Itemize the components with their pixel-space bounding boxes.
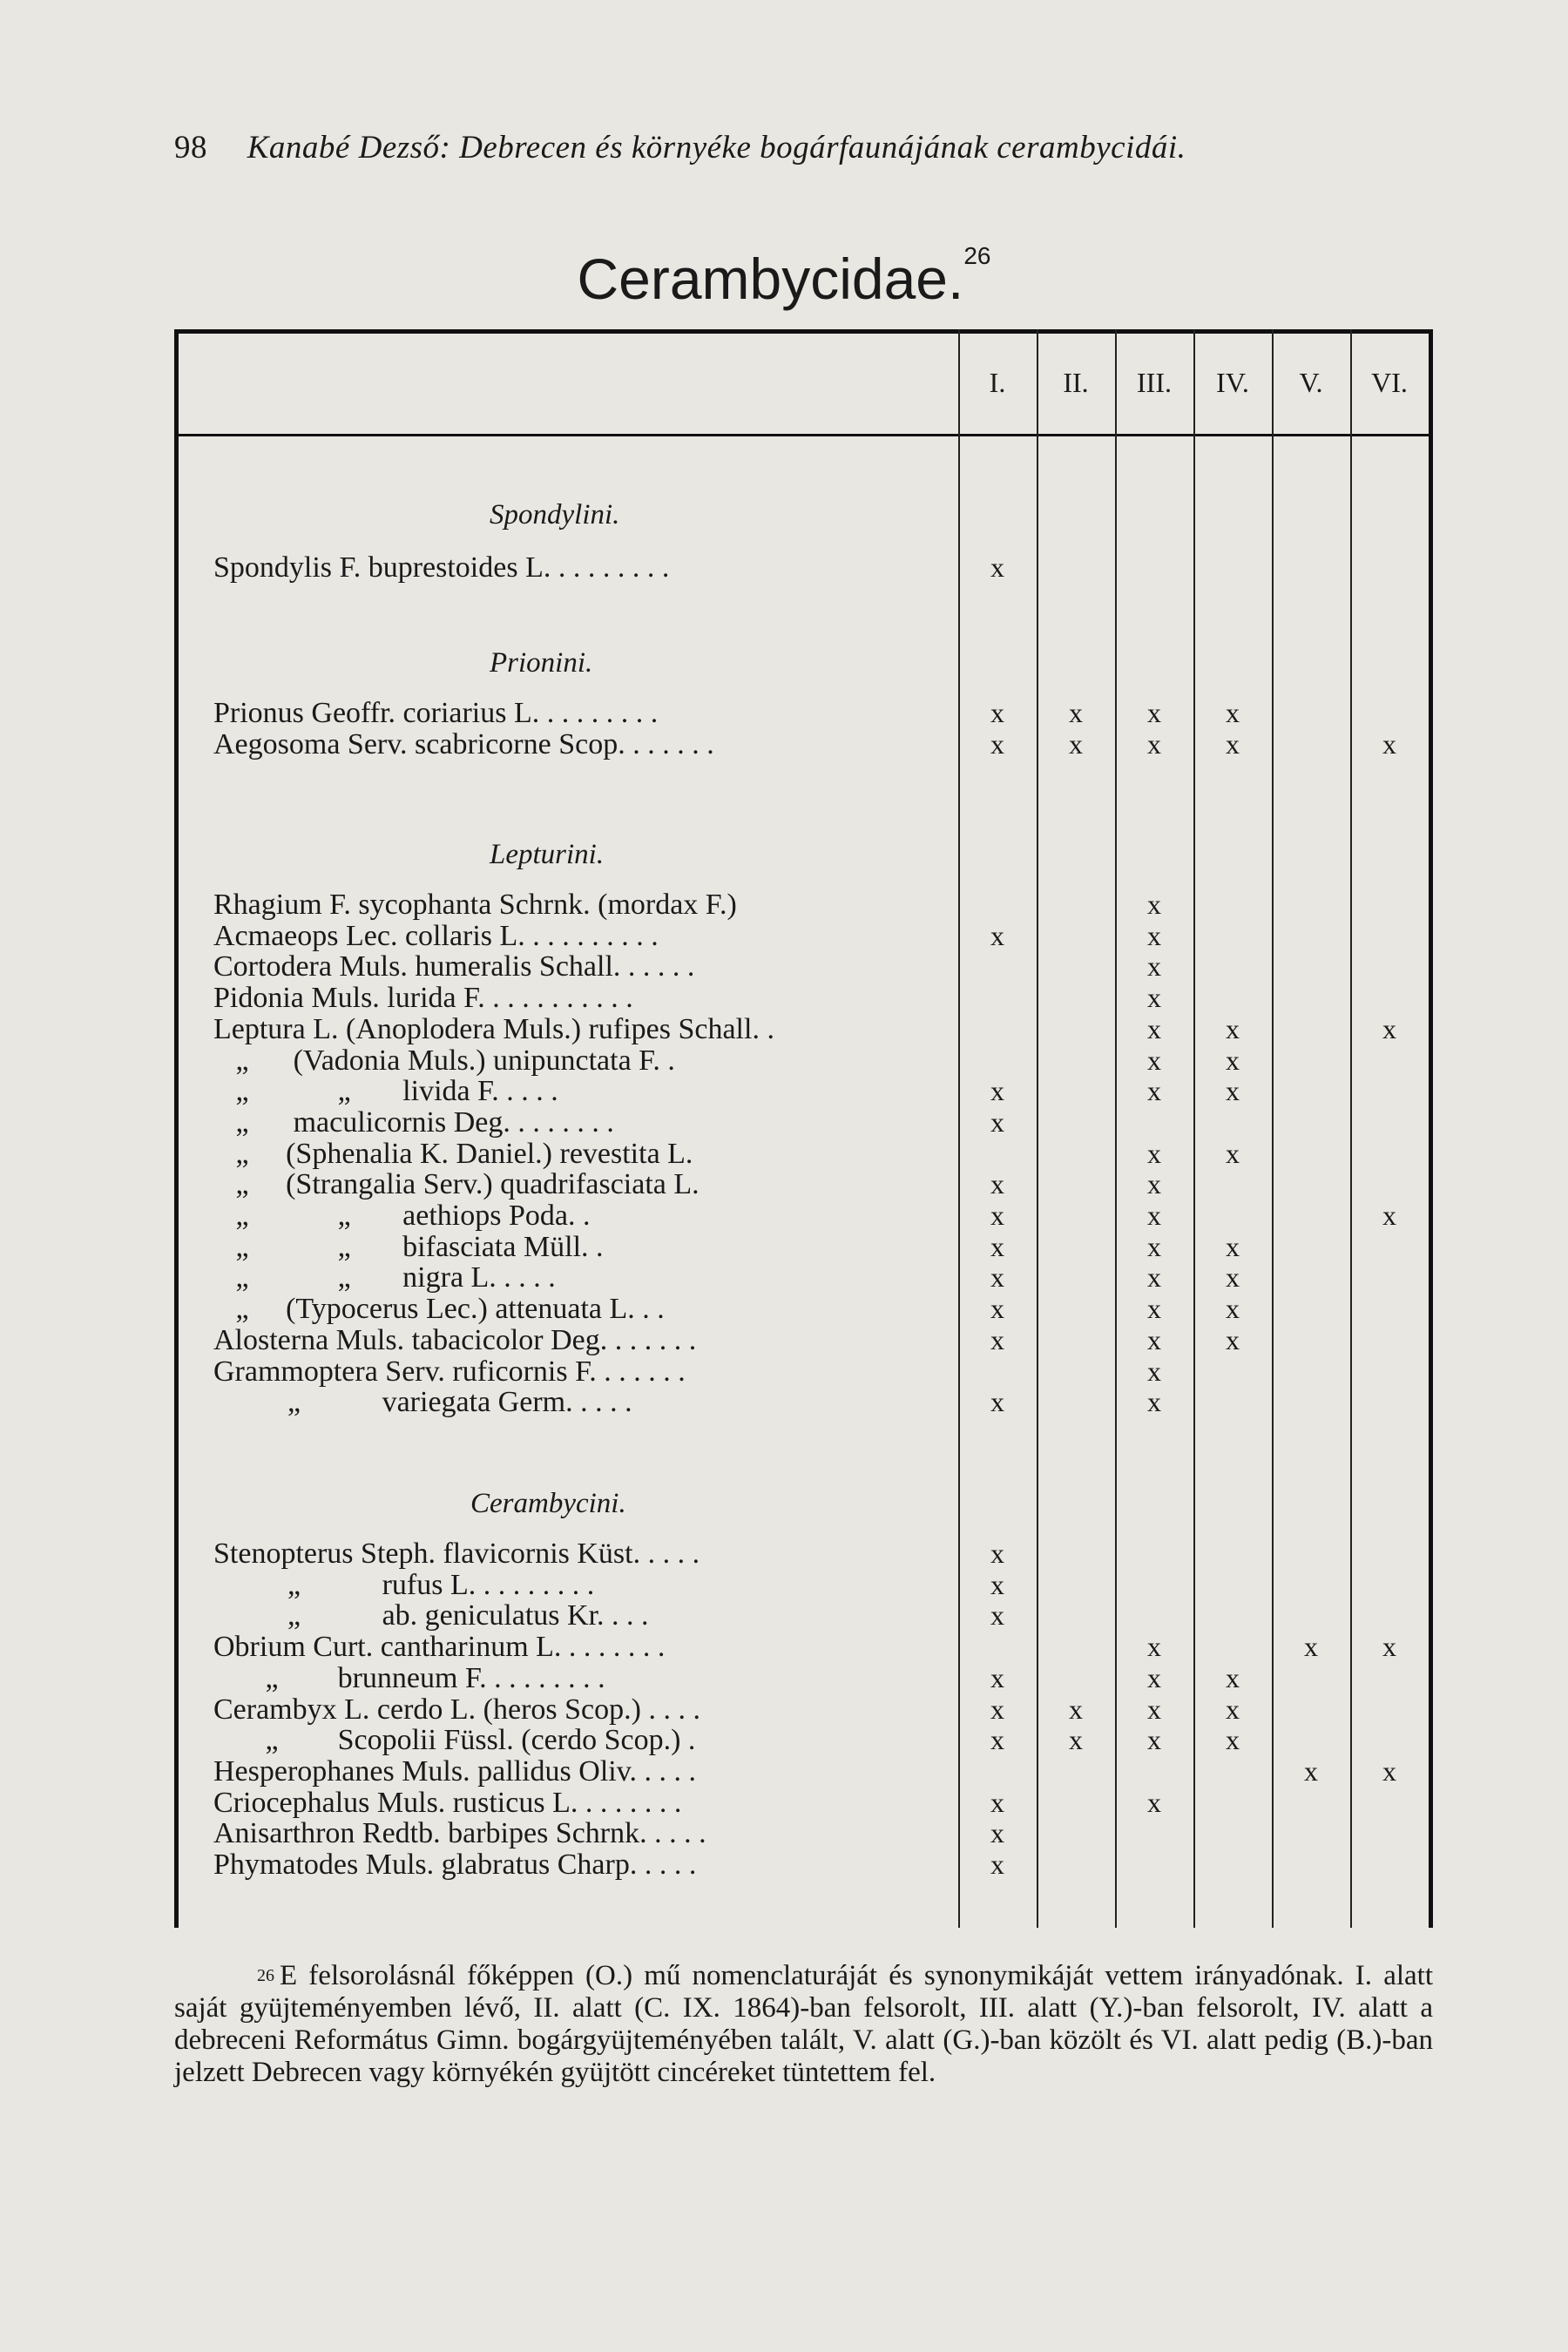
record-mark: x (1226, 1261, 1240, 1294)
record-mark: x (1147, 1786, 1161, 1818)
record-mark: x (990, 919, 1004, 951)
record-mark: x (1226, 1661, 1240, 1693)
tribe-heading: Cerambycini. (470, 1488, 626, 1519)
species-name: „ „ livida F. . . . . (213, 1075, 558, 1108)
record-mark: x (990, 1724, 1004, 1756)
title-footnote-ref: 26 (963, 242, 991, 269)
record-mark: x (1382, 1012, 1396, 1044)
table-top-rule (174, 329, 1433, 334)
column-separator (1350, 329, 1352, 1928)
header-bottom-rule (179, 434, 1429, 436)
footnote-number: 26 (257, 1966, 274, 1985)
record-mark: x (1147, 1261, 1161, 1294)
record-mark: x (1147, 1724, 1161, 1756)
tribe-heading: Lepturini. (490, 839, 605, 870)
record-mark: x (1226, 1230, 1240, 1262)
column-header-iii: III. (1137, 367, 1172, 398)
species-name: Criocephalus Muls. rusticus L. . . . . . . . (213, 1786, 682, 1819)
record-mark: x (1147, 1075, 1161, 1107)
species-name: „ (Sphenalia K. Daniel.) revestita L. (213, 1137, 693, 1170)
running-head (174, 129, 1186, 166)
record-mark: x (1147, 1323, 1161, 1355)
record-mark: x (990, 1848, 1004, 1880)
record-mark: x (1382, 727, 1396, 760)
species-name: Stenopterus Steph. flavicornis Küst. . . . . (213, 1538, 700, 1570)
species-name: „ „ nigra L. . . . . (213, 1261, 556, 1294)
record-mark: x (990, 1293, 1004, 1325)
species-name: Cerambyx L. cerdo L. (heros Scop.) . . . . (213, 1693, 700, 1726)
record-mark: x (990, 1323, 1004, 1355)
record-mark: x (1147, 697, 1161, 728)
table-right-rule (1429, 329, 1433, 1928)
record-mark: x (1147, 982, 1161, 1014)
species-name: „ maculicornis Deg. . . . . . . . (213, 1105, 614, 1139)
record-mark: x (1147, 1230, 1161, 1262)
record-mark: x (1147, 1137, 1161, 1169)
column-header-i: I. (989, 367, 1006, 398)
record-mark: x (1226, 1293, 1240, 1325)
record-mark: x (1226, 1724, 1240, 1756)
tribe-heading: Spondylini. (490, 499, 620, 531)
record-mark: x (1147, 1168, 1161, 1200)
column-separator (1272, 329, 1274, 1928)
footnote-text: E felsorolásnál főképpen (O.) mű nomenclaturáját és synonymikáját vettem irányadónak. I. alatt saját gyüjteményemben lévő, II. alatt (C. IX. 1864)-ban felsorolt, III. alatt (Y.)-ban felsorolt, IV. alatt a debreceni Református Gimn. bogárgyüjteményében talált, V. alatt (G.)-ban közölt és VI. alatt pedig (B.)-ban jelzett Debrecen vagy környékén gyüjtött cincéreket tüntettem fel. (174, 1960, 1433, 2088)
record-mark: x (1304, 1754, 1318, 1787)
page-number: 98 (174, 130, 207, 166)
record-mark: x (1226, 1012, 1240, 1044)
record-mark: x (990, 1386, 1004, 1418)
species-name: Aegosoma Serv. scabricorne Scop. . . . . . . (213, 727, 714, 760)
species-name: Grammoptera Serv. ruficornis F. . . . . . . (213, 1355, 686, 1388)
species-name: „ brunneum F. . . . . . . . . (213, 1661, 605, 1694)
record-mark: x (990, 1261, 1004, 1294)
record-mark: x (1069, 697, 1083, 728)
species-name: „ Scopolii Füssl. (cerdo Scop.) . (213, 1724, 696, 1757)
record-mark: x (1147, 1693, 1161, 1725)
species-name: Rhagium F. sycophanta Schrnk. (mordax F.) (213, 889, 737, 921)
record-mark: x (1226, 1323, 1240, 1355)
title-text: Cerambycidae. (577, 247, 964, 311)
species-name: Alosterna Muls. tabacicolor Deg. . . . . . . (213, 1323, 697, 1356)
record-mark: x (1226, 697, 1240, 728)
record-mark: x (990, 1693, 1004, 1725)
record-mark: x (1382, 1200, 1396, 1231)
record-mark: x (990, 697, 1004, 728)
species-name: „ (Vadonia Muls.) unipunctata F. . (213, 1044, 675, 1077)
species-name: Leptura L. (Anoplodera Muls.) rufipes Schall. . (213, 1012, 774, 1045)
species-name: „ (Strangalia Serv.) quadrifasciata L. (213, 1168, 700, 1201)
footnote (174, 1960, 1433, 2089)
record-mark: x (990, 1075, 1004, 1107)
page-title (0, 242, 1568, 312)
species-name: „ „ aethiops Poda. . (213, 1200, 591, 1232)
record-mark: x (1226, 1075, 1240, 1107)
record-mark: x (1147, 1661, 1161, 1693)
record-mark: x (1226, 1693, 1240, 1725)
record-mark: x (1069, 1693, 1083, 1725)
record-mark: x (1226, 1044, 1240, 1076)
record-mark: x (990, 1568, 1004, 1600)
record-mark: x (990, 727, 1004, 760)
running-title: Kanabé Dezső: Debrecen és környéke bogárfaunájának cerambycidái. (247, 130, 1186, 166)
record-mark: x (990, 1168, 1004, 1200)
species-name: „ „ bifasciata Müll. . (213, 1230, 604, 1263)
record-mark: x (1147, 1293, 1161, 1325)
record-mark: x (1304, 1631, 1318, 1663)
species-name: „ variegata Germ. . . . . (213, 1386, 632, 1419)
column-header-vi: VI. (1371, 367, 1408, 398)
species-table (174, 329, 1433, 1928)
species-name: Pidonia Muls. lurida F. . . . . . . . . . . (213, 982, 633, 1015)
record-mark: x (1147, 1044, 1161, 1076)
record-mark: x (1147, 1200, 1161, 1231)
column-header-iv: IV. (1216, 367, 1249, 398)
record-mark: x (1382, 1754, 1396, 1787)
record-mark: x (1147, 919, 1161, 951)
species-name: Cortodera Muls. humeralis Schall. . . . . . (213, 950, 695, 983)
record-mark: x (990, 1105, 1004, 1138)
record-mark: x (1069, 1724, 1083, 1756)
record-mark: x (1147, 1012, 1161, 1044)
record-mark: x (1147, 1631, 1161, 1663)
species-name: „ rufus L. . . . . . . . . (213, 1568, 595, 1601)
species-name: Acmaeops Lec. collaris L. . . . . . . . . . (213, 919, 659, 952)
record-mark: x (990, 551, 1004, 583)
record-mark: x (990, 1661, 1004, 1693)
species-name: Phymatodes Muls. glabratus Charp. . . . . (213, 1848, 697, 1881)
column-header-v: V. (1299, 367, 1323, 398)
record-mark: x (1147, 1355, 1161, 1387)
record-mark: x (990, 1230, 1004, 1262)
record-mark: x (990, 1786, 1004, 1818)
record-mark: x (990, 1200, 1004, 1231)
record-mark: x (1147, 1386, 1161, 1418)
record-mark: x (1147, 950, 1161, 983)
tribe-heading: Prionini. (490, 647, 593, 679)
species-name: Prionus Geoffr. coriarius L. . . . . . . . . (213, 697, 659, 729)
record-mark: x (990, 1599, 1004, 1632)
species-name: Spondylis F. buprestoides L. . . . . . . . . (213, 551, 670, 584)
record-mark: x (990, 1538, 1004, 1569)
table-left-rule (174, 329, 179, 1928)
species-name: „ ab. geniculatus Kr. . . . (213, 1599, 649, 1632)
species-name: Obrium Curt. cantharinum L. . . . . . . . (213, 1631, 666, 1664)
column-header-ii: II. (1063, 367, 1089, 398)
record-mark: x (1382, 1631, 1396, 1663)
record-mark: x (1147, 889, 1161, 920)
record-mark: x (1069, 727, 1083, 760)
record-mark: x (1226, 1137, 1240, 1169)
record-mark: x (1226, 727, 1240, 760)
species-name: Anisarthron Redtb. barbipes Schrnk. . . . . (213, 1817, 706, 1850)
species-name: „ (Typocerus Lec.) attenuata L. . . (213, 1293, 665, 1326)
species-name: Hesperophanes Muls. pallidus Oliv. . . . . (213, 1754, 697, 1788)
record-mark: x (1147, 727, 1161, 760)
column-separator (1037, 329, 1038, 1928)
record-mark: x (990, 1817, 1004, 1849)
